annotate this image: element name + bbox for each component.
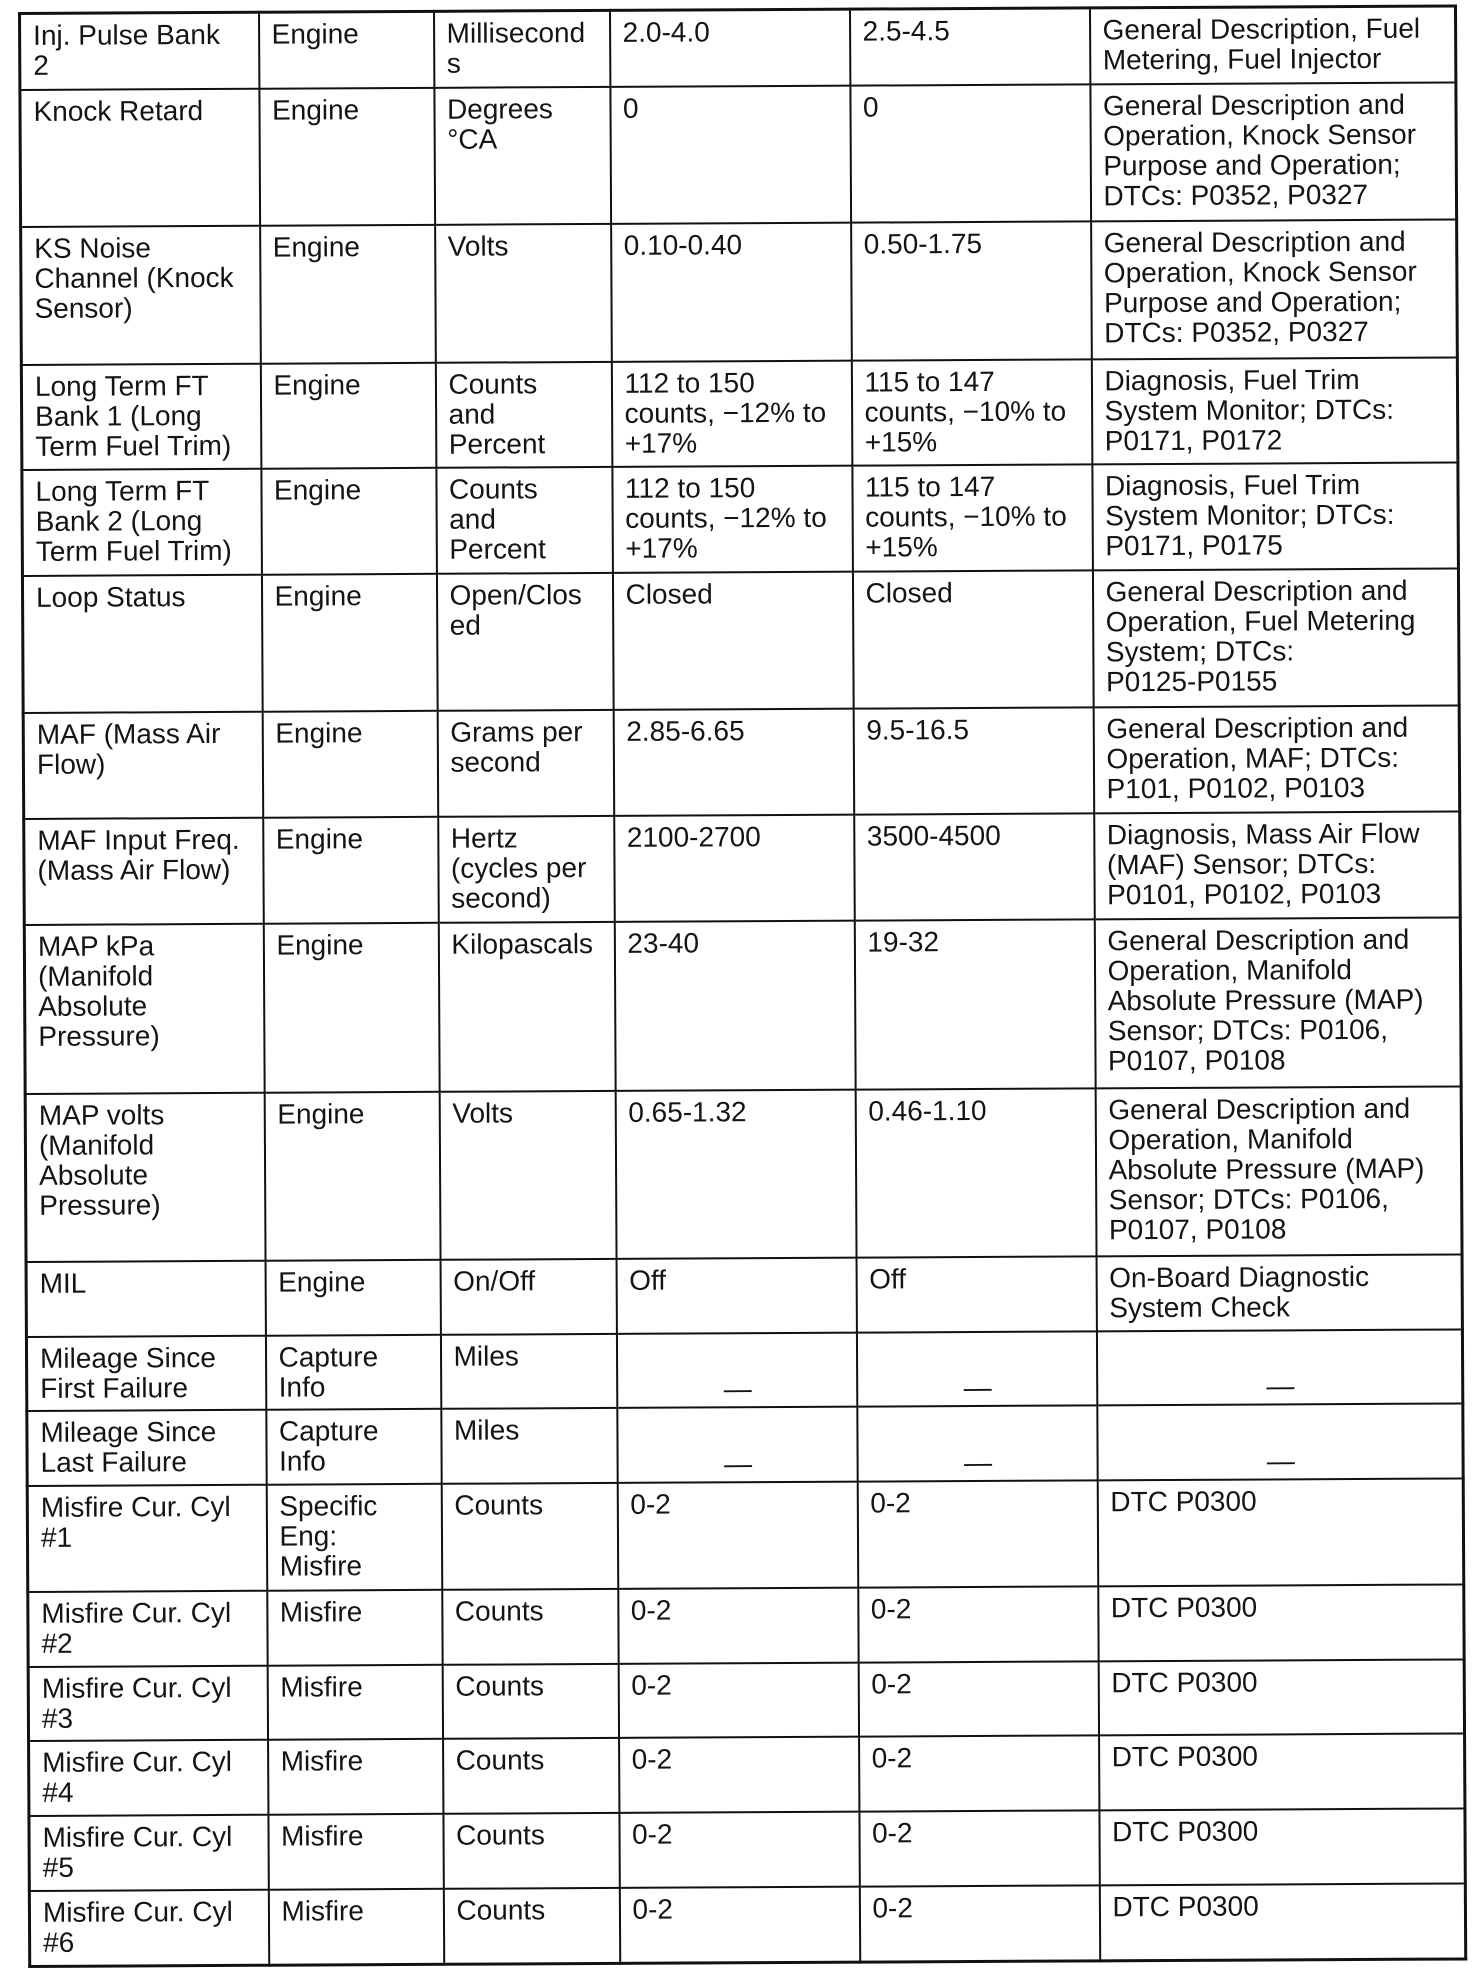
scanned-page	[18, 4, 1464, 1967]
system-cell: Engine	[263, 817, 439, 924]
idle-value-cell: Off	[616, 1257, 856, 1333]
idle-value-cell: 0-2	[618, 1588, 858, 1664]
units-cell: Millisecond s	[434, 10, 610, 88]
description-cell: DTC P0300	[1099, 1734, 1465, 1811]
description-cell: General Description and Operation, Fuel Metering System; DTCs: P0125-P0155	[1092, 569, 1459, 708]
system-cell: Misfire	[267, 1665, 442, 1741]
units-cell: Open/Clos ed	[436, 573, 613, 711]
units-cell: Counts	[443, 1813, 619, 1889]
system-cell: Engine	[260, 225, 436, 363]
system-cell: Capture Info	[265, 1334, 440, 1410]
rpm-value-cell: —	[856, 1331, 1096, 1407]
table-row	[25, 1086, 1462, 1262]
description-cell: Diagnosis, Fuel Trim System Monitor; DTCs: P0171, P0172	[1091, 357, 1458, 465]
table-row	[20, 83, 1457, 228]
units-cell: Volts	[439, 1090, 616, 1259]
rpm-value-cell: 2.5-4.5	[849, 8, 1089, 86]
units-cell: Grams per second	[437, 710, 614, 817]
table-row	[26, 1254, 1462, 1336]
parameter-cell: Misfire Cur. Cyl #1	[27, 1485, 267, 1592]
parameter-cell: Inj. Pulse Bank 2	[20, 12, 259, 90]
parameter-cell: MAF (Mass Air Flow)	[23, 712, 263, 819]
system-cell: Engine	[261, 468, 437, 575]
system-cell: Engine	[262, 711, 438, 818]
rpm-value-cell: Closed	[852, 571, 1093, 709]
description-cell: General Description and Operation, Knock Sensor Purpose and Operation; DTCs: P0352, P0327	[1090, 83, 1457, 222]
table-row	[28, 1584, 1464, 1666]
units-cell: Kilopascals	[438, 922, 615, 1091]
rpm-value-cell: 115 to 147 counts, −10% to +15%	[852, 465, 1093, 572]
rpm-value-cell: 3500-4500	[854, 814, 1095, 921]
units-cell: Miles	[441, 1408, 617, 1484]
description-cell: —	[1097, 1404, 1463, 1481]
rpm-value-cell: 0-2	[859, 1885, 1099, 1962]
parameter-cell: Knock Retard	[20, 89, 260, 227]
table-row	[27, 1478, 1464, 1591]
system-cell: Engine	[265, 1260, 440, 1336]
description-cell: Diagnosis, Mass Air Flow (MAF) Sensor; DTCs: P0101, P0102, P0103	[1094, 812, 1461, 920]
units-cell: On/Off	[440, 1259, 616, 1335]
units-cell: Volts	[435, 224, 612, 362]
parameter-cell: Loop Status	[22, 575, 262, 713]
table-row	[22, 463, 1459, 576]
description-cell: General Description and Operation, Manifold Absolute Pressure (MAP) Sensor; DTCs: P0106, P0107, P0108	[1095, 1086, 1462, 1256]
parameter-cell: Long Term FT Bank 2 (Long Term Fuel Trim)	[22, 469, 262, 576]
parameter-cell: MAP volts (Manifold Absolute Pressure)	[25, 1092, 265, 1261]
rpm-value-cell: 0-2	[859, 1736, 1099, 1812]
units-cell: Hertz (cycles per second)	[438, 816, 615, 923]
parameter-cell: Mileage Since Last Failure	[27, 1410, 266, 1486]
parameter-cell: Misfire Cur. Cyl #4	[29, 1740, 268, 1816]
parameter-cell: Misfire Cur. Cyl #2	[28, 1591, 267, 1667]
units-cell: Counts and Percent	[436, 467, 613, 574]
units-cell: Counts	[442, 1664, 618, 1740]
idle-value-cell: —	[617, 1407, 857, 1483]
system-cell: Misfire	[268, 1889, 443, 1965]
system-cell: Engine	[259, 88, 435, 226]
parameter-cell: MIL	[26, 1260, 265, 1336]
table-row	[24, 812, 1461, 925]
table-row	[23, 706, 1460, 819]
scan-tool-data-table	[18, 4, 1467, 1968]
table-row	[21, 357, 1458, 470]
units-cell: Counts and Percent	[435, 361, 612, 468]
table-row	[27, 1404, 1463, 1486]
units-cell: Counts	[443, 1888, 619, 1964]
description-cell: General Description and Operation, MAF; DTCs: P101, P0102, P0103	[1093, 706, 1460, 814]
system-cell: Misfire	[268, 1814, 443, 1890]
description-cell: On-Board Diagnostic System Check	[1096, 1254, 1462, 1331]
parameter-cell: Misfire Cur. Cyl #3	[28, 1665, 267, 1741]
idle-value-cell: 0-2	[619, 1737, 859, 1813]
parameter-cell: KS Noise Channel (Knock Sensor)	[21, 226, 261, 364]
parameter-cell: Long Term FT Bank 1 (Long Term Fuel Trim)	[21, 363, 261, 470]
parameter-cell: Misfire Cur. Cyl #6	[29, 1890, 268, 1967]
description-cell: DTC P0300	[1099, 1809, 1465, 1886]
idle-value-cell: 0-2	[619, 1812, 859, 1888]
idle-value-cell: 0	[610, 86, 851, 224]
idle-value-cell: 2.0-4.0	[609, 9, 849, 87]
rpm-value-cell: 0	[850, 85, 1091, 223]
table-row	[26, 1329, 1462, 1411]
units-cell: Miles	[440, 1333, 616, 1409]
table-row	[29, 1883, 1465, 1966]
rpm-value-cell: 0.46-1.10	[855, 1088, 1096, 1257]
rpm-value-cell: —	[857, 1406, 1097, 1482]
rpm-value-cell: Off	[856, 1256, 1096, 1332]
table-row	[28, 1659, 1464, 1741]
rpm-value-cell: 0-2	[857, 1480, 1098, 1587]
description-cell: DTC P0300	[1098, 1584, 1464, 1661]
parameter-cell: Misfire Cur. Cyl #5	[29, 1815, 268, 1891]
system-cell: Specific Eng: Misfire	[266, 1484, 442, 1591]
description-cell: General Description and Operation, Knock Sensor Purpose and Operation; DTCs: P0352, P0327	[1091, 220, 1458, 359]
parameter-cell: MAP kPa (Manifold Absolute Pressure)	[24, 924, 264, 1093]
rpm-value-cell: 19-32	[854, 920, 1095, 1089]
system-cell: Engine	[263, 923, 439, 1092]
system-cell: Engine	[264, 1091, 440, 1260]
parameter-cell: Mileage Since First Failure	[26, 1335, 265, 1411]
description-cell: DTC P0300	[1098, 1659, 1464, 1736]
idle-value-cell: Closed	[612, 572, 853, 710]
rpm-value-cell: 0-2	[858, 1661, 1098, 1737]
idle-value-cell: 112 to 150 counts, −12% to +17%	[611, 360, 852, 467]
rpm-value-cell: 9.5-16.5	[853, 708, 1094, 815]
table-row	[24, 918, 1461, 1094]
units-cell: Degrees °CA	[434, 87, 611, 225]
idle-value-cell: 0.10-0.40	[611, 223, 852, 361]
idle-value-cell: 0-2	[617, 1482, 858, 1589]
parameter-cell: MAF Input Freq. (Mass Air Flow)	[24, 818, 264, 925]
idle-value-cell: 0-2	[619, 1887, 859, 1964]
rpm-value-cell: 0.50-1.75	[851, 222, 1092, 360]
idle-value-cell: 112 to 150 counts, −12% to +17%	[612, 466, 853, 573]
description-cell: Diagnosis, Fuel Trim System Monitor; DTCs: P0171, P0175	[1092, 463, 1459, 571]
units-cell: Counts	[441, 1483, 618, 1590]
description-cell: General Description, Fuel Metering, Fuel Injector	[1089, 6, 1455, 85]
units-cell: Counts	[442, 1589, 618, 1665]
table-body	[20, 6, 1466, 1966]
description-cell: DTC P0300	[1097, 1478, 1464, 1586]
rpm-value-cell: 115 to 147 counts, −10% to +15%	[851, 359, 1092, 466]
rpm-value-cell: 0-2	[859, 1811, 1099, 1887]
table-row	[21, 220, 1458, 365]
table-row	[29, 1809, 1465, 1891]
rpm-value-cell: 0-2	[858, 1586, 1098, 1662]
system-cell: Misfire	[267, 1590, 442, 1666]
table-row	[22, 569, 1459, 714]
system-cell: Misfire	[268, 1739, 443, 1815]
description-cell: —	[1096, 1329, 1462, 1406]
idle-value-cell: 2100-2700	[614, 815, 855, 922]
system-cell: Engine	[261, 574, 437, 712]
idle-value-cell: 2.85-6.65	[613, 709, 854, 816]
table-row	[29, 1734, 1465, 1816]
system-cell: Engine	[259, 11, 434, 89]
description-cell: General Description and Operation, Manifold Absolute Pressure (MAP) Sensor; DTCs: P0106, P0107, P0108	[1094, 918, 1461, 1088]
description-cell: DTC P0300	[1099, 1883, 1465, 1960]
idle-value-cell: 23-40	[614, 921, 855, 1090]
system-cell: Engine	[260, 362, 436, 469]
idle-value-cell: 0.65-1.32	[615, 1089, 856, 1258]
system-cell: Capture Info	[266, 1409, 441, 1485]
idle-value-cell: —	[616, 1332, 856, 1408]
idle-value-cell: 0-2	[618, 1662, 858, 1738]
table-row	[20, 6, 1456, 90]
units-cell: Counts	[443, 1738, 619, 1814]
